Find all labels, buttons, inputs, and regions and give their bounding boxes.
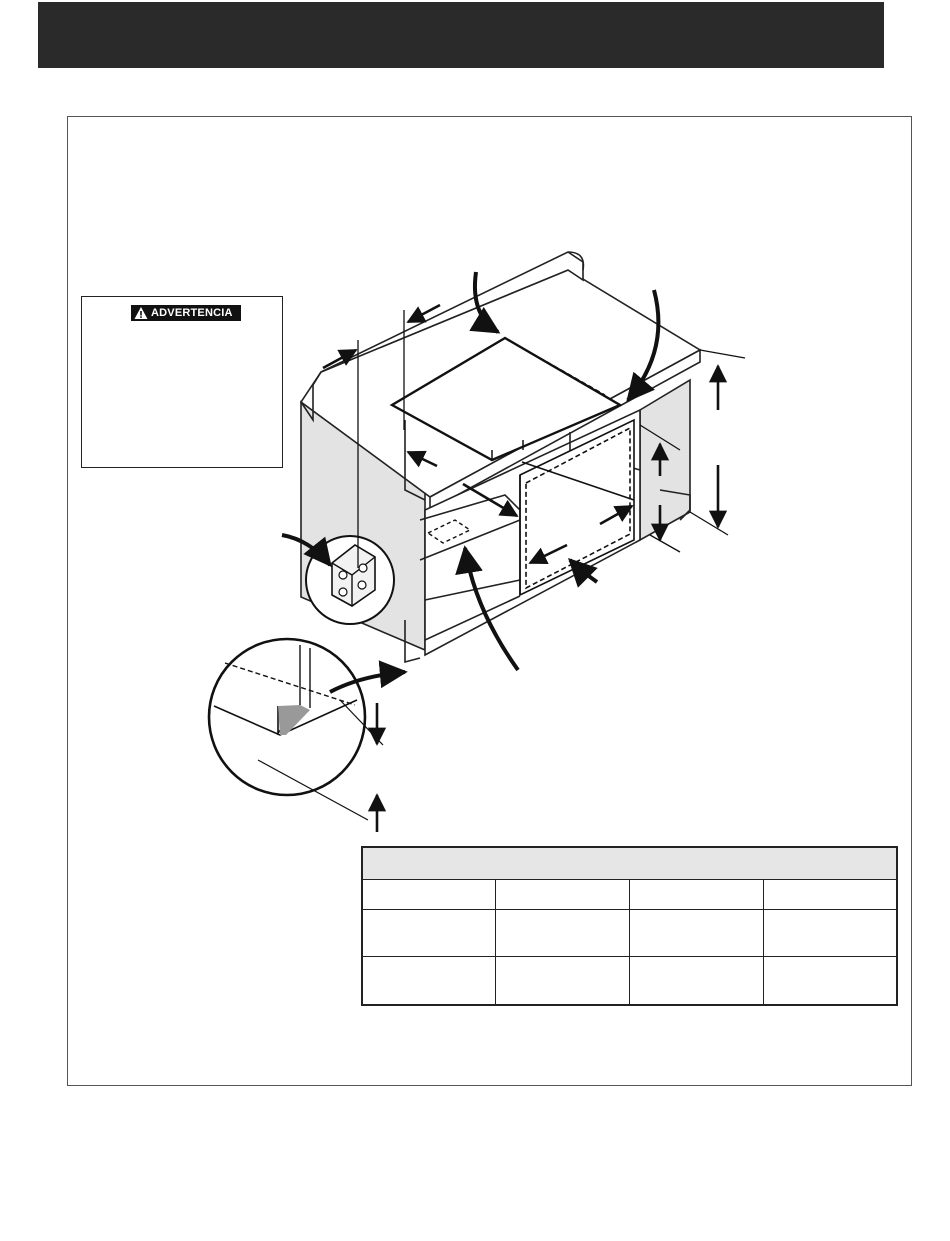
toe-kick-detail: [209, 639, 383, 820]
table-cell: [362, 957, 496, 1005]
table-row: [362, 909, 897, 957]
table-header-cell: [630, 880, 764, 910]
table-header-row: [362, 880, 897, 910]
table-cell: [630, 909, 764, 957]
table-title: [362, 847, 897, 880]
cabinet-right-side: [640, 380, 690, 540]
junction-box-inset: [306, 536, 394, 624]
table-row: [362, 957, 897, 1005]
table-cell: [763, 957, 897, 1005]
table-header-cell: [362, 880, 496, 910]
warning-label: ADVERTENCIA: [131, 305, 241, 321]
table-cell: [763, 909, 897, 957]
dimensions-table: [361, 846, 898, 1006]
warning-triangle-icon: [134, 306, 148, 320]
table-cell: [362, 909, 496, 957]
table-cell: [630, 957, 764, 1005]
table-cell: [496, 909, 630, 957]
table-header-cell: [496, 880, 630, 910]
table-header-cell: [763, 880, 897, 910]
table-cell: [496, 957, 630, 1005]
warning-box: [81, 296, 283, 468]
